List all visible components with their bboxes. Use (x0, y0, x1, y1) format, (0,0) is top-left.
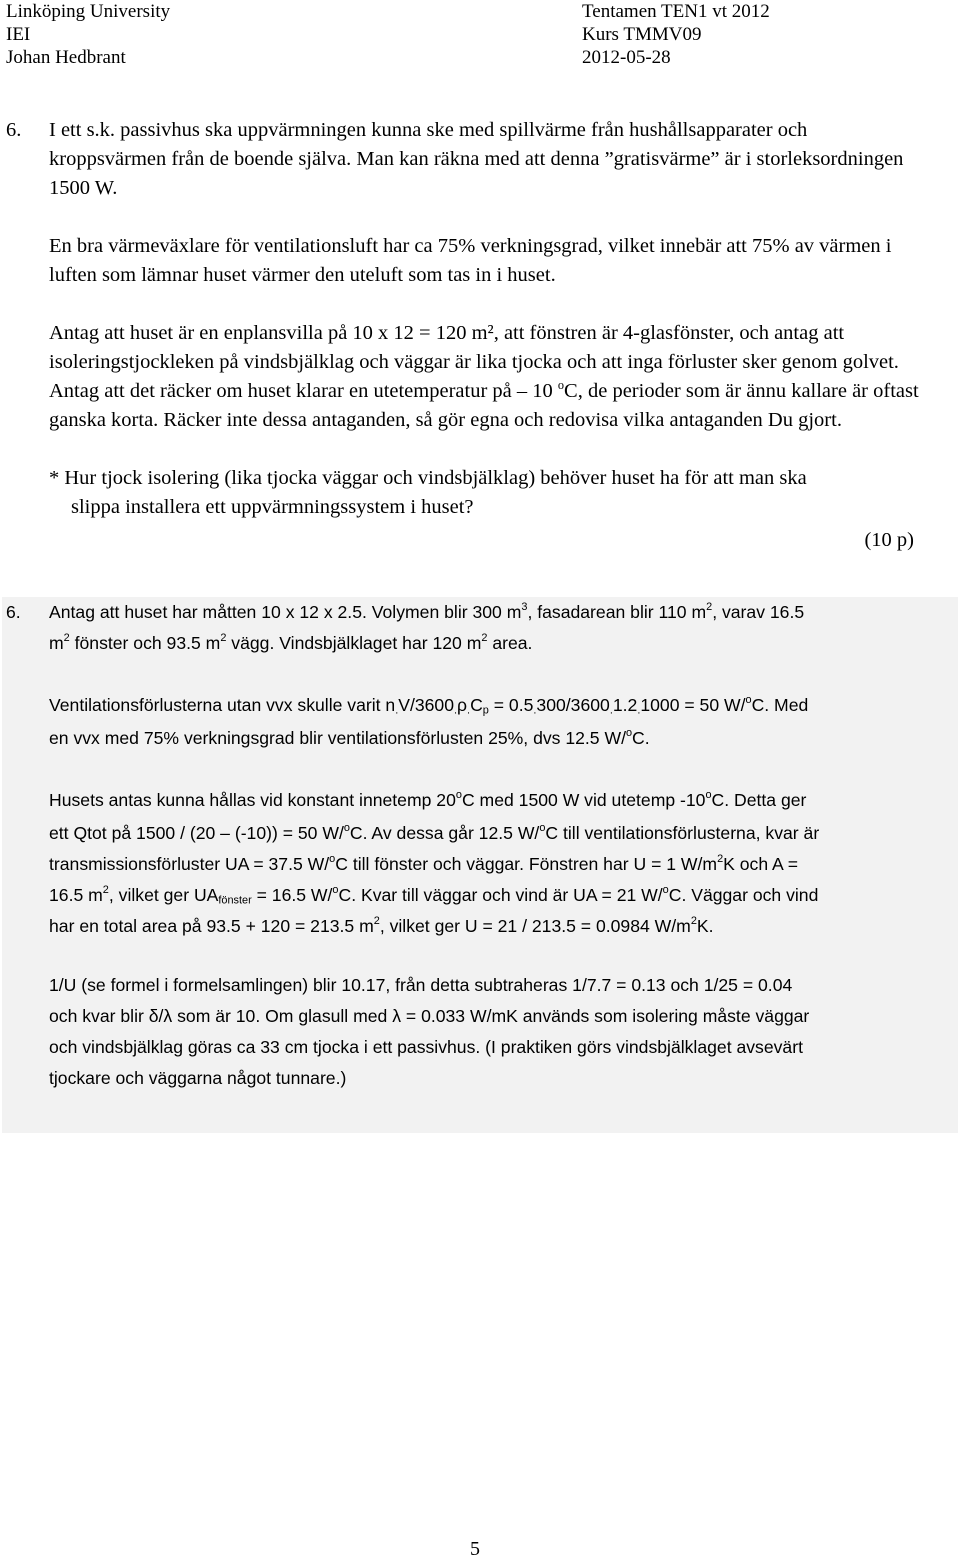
u-value-line-1: 1/U (se formel i formelsamlingen) blir 10.17, från detta subtraheras 1/7.7 = 0.13 och 1/25 = 0.04 (49, 975, 793, 995)
page-number: 5 (470, 1538, 480, 1560)
answer-line-1: Antag att huset har måtten 10 x 12 x 2.5. Volymen blir 300 $m^3$, fasadarean blir 110 $m^2$, varav 16.5 (49, 600, 805, 622)
university-name: Linköping University (6, 1, 171, 22)
header-left (6, 0, 170, 69)
answer-number: 6. (6, 602, 21, 622)
answer-line-2: $m^2$ fönster och 93.5 $m^2$ vägg. Vindsbjälklaget har 120 $m^2$ area. (49, 631, 533, 653)
question-6 (6, 116, 956, 555)
heat-line-3: transmissionsförluster UA = 37.5 W/$^o$C till fönster och väggar. Fönstren har U = 1 $W/m^2K$ och A = (49, 852, 798, 874)
question-number: 6. (6, 119, 22, 141)
ventilation-line-2: en vvx med 75% verkningsgrad blir ventilationsförlusten 25%, dvs 12.5 W/$^o$C. (49, 726, 650, 748)
u-value-line-4: tjockare och väggarna något tunnare.) (49, 1068, 347, 1088)
author-name: Johan Hedbrant (6, 47, 126, 68)
ventilation-line-1: Ventilationsförlusterna utan vvx skulle varit n.V/3600.ρ.Cp = 0.5.300/3600.1.2.1000 = 50 W/$^o$C. Med (49, 693, 809, 717)
question-paragraph-3: Antag att huset är en enplansvilla på 10 x 12 = 120 m², att fönstren är 4-glasfönster, och antag att isoleringstjockleken på vindsbjälklag och väggar är lika tjocka och att inga förluster sker genom golvet. Antag att det räcker om huset klarar en utetemperatur på – 10 $^o$C, de perioder som är ännu kallare är oftast ganska korta. Räcker inte dessa antaganden, så gör egna och redovisa vilka antaganden Du gjort. (49, 322, 919, 431)
header-right (582, 0, 770, 69)
question-task: * Hur tjock isolering (lika tjocka väggar och vindsbjälklag) behöver huset ha för att man ska slippa installera ett uppvärmningssystem i huset? (49, 467, 807, 518)
department: IEI (6, 24, 31, 45)
question-paragraph-2: En bra värmeväxlare för ventilationsluft har ca 75% verkningsgrad, vilket innebär att 75% av värmen i luften som lämnar huset värmer den uteluft som tas in i huset. (49, 235, 892, 286)
heat-line-5: har en total area på 93.5 + 120 = 213.5 $m^2$, vilket ger U = 21 / 213.5 = 0.0984 $W/m^2K$. (49, 914, 714, 936)
heat-line-1: Husets antas kunna hållas vid konstant innetemp 20$^o$C med 1500 W vid utetemp -10$^o$C. Detta ger (49, 788, 807, 810)
answer-box (2, 597, 958, 1133)
course-code: Kurs TMMV09 (582, 24, 702, 45)
exam-title: Tentamen TEN1 vt 2012 (582, 1, 770, 22)
u-value-line-2: och kvar blir δ/λ som är 10. Om glasull med λ = 0.033 W/mK används som isolering måste väggar (49, 1006, 810, 1026)
heat-line-2: ett Qtot på 1500 / (20 – (-10)) = 50 W/$^o$C. Av dessa går 12.5 W/$^o$C till ventilationsförlusterna, kvar är (49, 821, 820, 843)
u-value-line-3: och vindsbjälklag göras ca 33 cm tjocka i ett passivhus. (I praktiken görs vindsbjälklaget avsevärt (49, 1037, 803, 1057)
heat-line-4: 16.5 $m^2$, vilket ger UAfönster = 16.5 W/$^o$C. Kvar till väggar och vind är UA = 21 W/$^o$C. Väggar och vind (49, 883, 819, 907)
exam-date: 2012-05-28 (582, 47, 671, 68)
question-paragraph-1: I ett s.k. passivhus ska uppvärmningen kunna ske med spillvärme från hushållsapparater och kroppsvärmen från de boende själva. Man kan räkna med att denna ”gratisvärme” är i storleksordningen 1500 W. (49, 119, 904, 199)
question-points: (10 p) (864, 529, 914, 551)
